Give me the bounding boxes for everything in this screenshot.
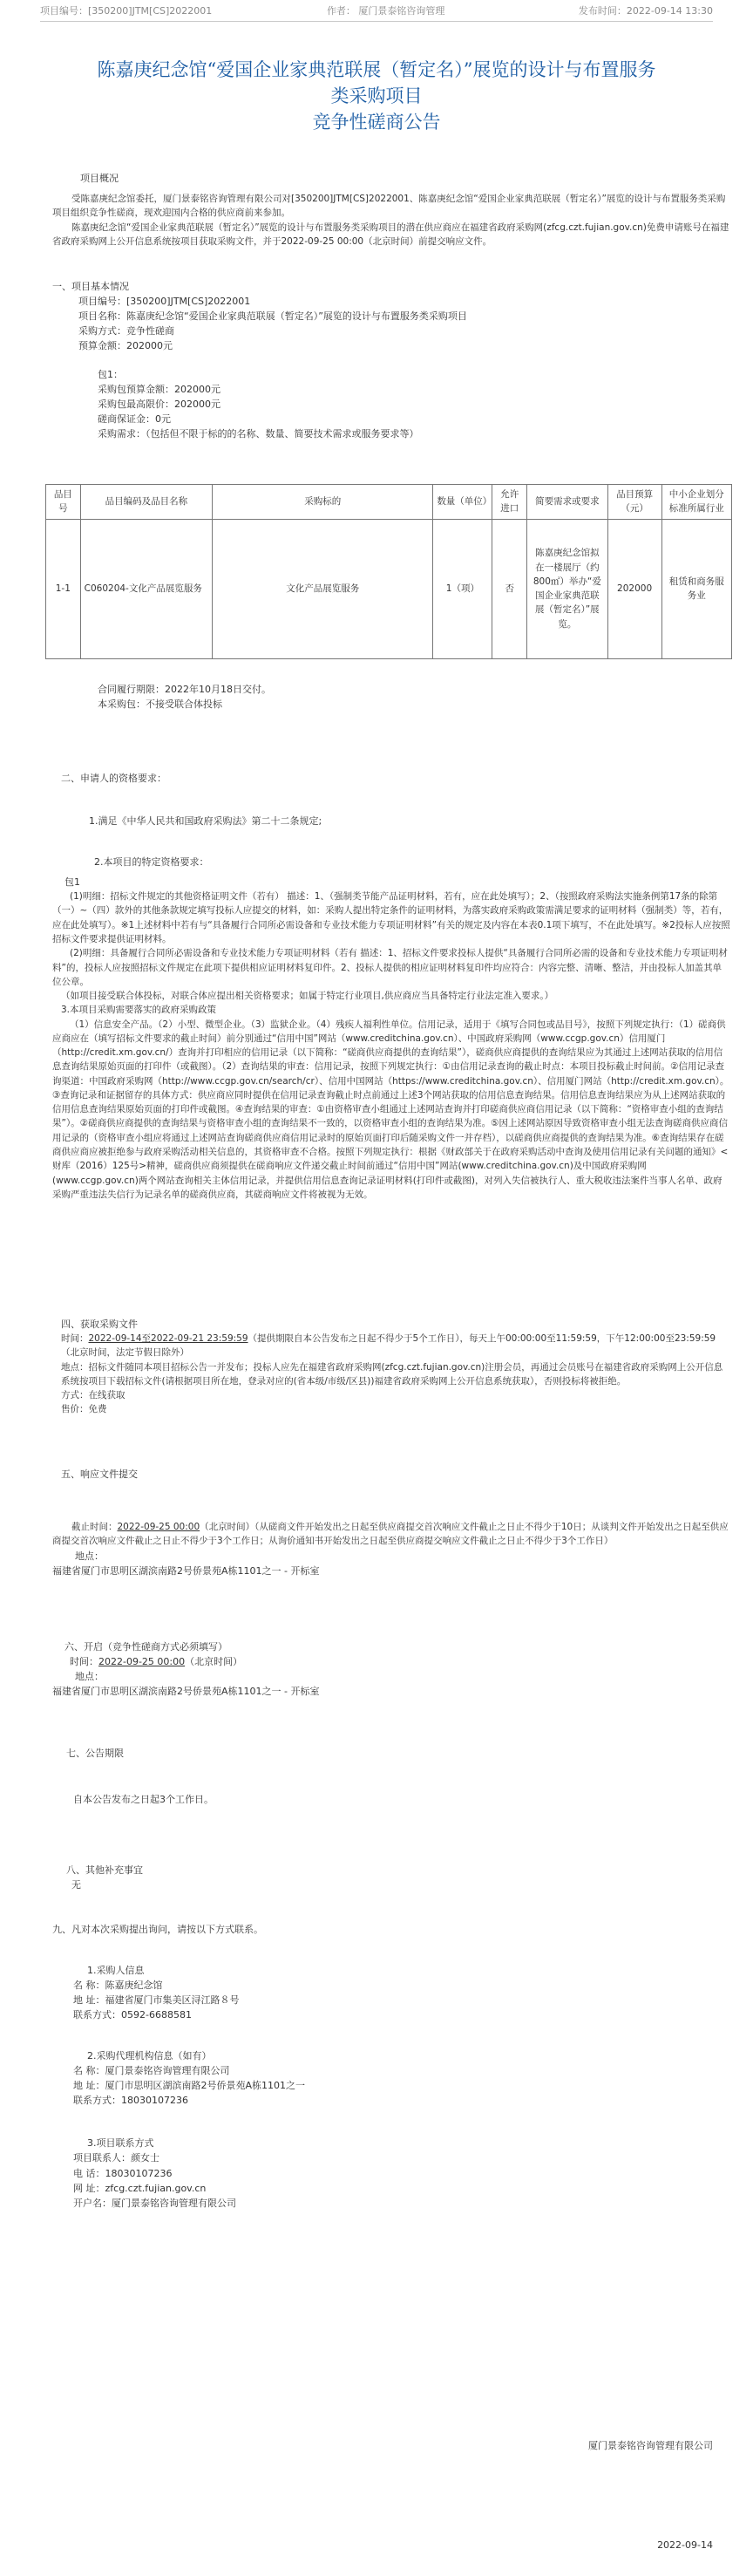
project-number-meta: 项目编号：[350200]JTM[CS]2022001: [40, 5, 213, 17]
section-9-heading: 九、凡对本次采购提出询问，请按以下方式联系。: [52, 1924, 263, 1935]
other-matters: 无: [71, 1879, 81, 1891]
policy-body: （1）信息安全产品。（2）小型、微型企业。（3）监狱企业。（4）残疾人福利性单位。信用记录，适用于《填写合同包或品目号》，按照下列规定执行：（1）磋商供应商应在（填写招标文件要求的截止时间）前分别通过“信用中国”网站（www.creditchina.gov.cn）、中国政府采购网（www.ccgp.gov.cn）信用厦门（http://credit.xm.gov.cn/）查询并打印相应的信用记录（以下简称：“磋商供应商提供的查询结果”），磋商供应商提供的查询结果应为其通过上述网站获取的信用信息查询结果原始页面的打印件（或截图）。（2）查询结果的审查：信用记录，按照下列规定执行：①由信用记录查询的截止时点：本项目投标截止时间前。②信用记录查询渠道：中国政府采购网（http://www.ccgp.gov.cn/search/cr）、信用中国网站（https://www.creditchina.gov.cn）、信用厦门网站（http://credit.xm.gov.cn）。③查询记录和证据留存的具体方式：供应商应同时提供在信用记录查询截止时点前通过上述3个网站获取的信用信息查询结果。信用信息查询结果应为从上述网站获取的信用信息查询结果原始页面的打印件或截图。④查询结果的审查：①由资格审查小组通过上述网站查询并打印磋商供应商信用记录（以下简称：“资格审查小组的查询结果”）。②磋商供应商提供的查询结果与资格审查小组的查询结果不一致的，以资格审查小组的查询结果为准。⑤因上述网站原因导致资格审查小组无法查询磋商供应商信用记录的（资格审查小组应将通过上述网站查询磋商供应商信用记录时的原始页面打印后随采购文件一并存档），以磋商供应商提供的查询结果为准。⑥查询结果存在磋商供应商应被拒绝参与政府采购活动相关信息的，其资格审查不合格。按照下列规定执行：根据《财政部关于在政府采购活动中查询及使用信用记录有关问题的通知》<财库（2016）125号>精神，磋商供应商须提供在磋商响应文件递交截止时间前通过“信用中国”网站(www.creditchina.gov.cn)及中国政府采购网(www.ccgp.gov.cn)两个网站查询相关主体信用记录，并提供信用信息查询记录证明材料(打印件或截图)，对列入失信被执行人、重大税收违法案件当事人名单、政府采购严重违法失信行为记录名单的磋商供应商，其磋商响应文件将被视为无效。: [52, 1019, 729, 1200]
notice-period: 自本公告发布之日起3个工作日。: [73, 1794, 214, 1806]
overview-para-2: 陈嘉庚纪念馆“爱国企业家典范联展（暂定名）”展览的设计与布置服务类采购项目的潜在供应商应在福建省政府采购网(zfcg.czt.fujian.gov.cn)免费申请账号在福建省政府采购网上公开信息系统按项目获取采购文件，并于2022-09-25 00:00（北京时间）前提交响应文件。: [52, 221, 729, 247]
overview-para-1: 受陈嘉庚纪念馆委托，厦门景泰铭咨询管理有限公司对[350200]JTM[CS]2022001、陈嘉庚纪念馆“爱国企业家典范联展（暂定名）”展览的设计与布置服务类采购项目组织竞争性磋商，现欢迎国内合格的供应商前来参加。: [52, 194, 726, 219]
section-7-heading: 七、公告期限: [66, 1748, 124, 1759]
th-target: 采购标的: [213, 485, 433, 520]
procurement-table: [45, 484, 732, 659]
section-2-heading: 二、申请人的资格要求：: [61, 773, 166, 784]
deposit: 磋商保证金：0元: [98, 413, 171, 426]
open-time-detail: （北京时间）: [185, 1656, 243, 1668]
section-5-heading: 五、响应文件提交: [61, 1469, 138, 1480]
obtain-method: 方式：在线获取: [61, 1390, 126, 1401]
obtain-time-label: 时间：: [61, 1333, 89, 1345]
project-contact-heading: 3.项目联系方式: [87, 2137, 154, 2150]
purchaser-phone: 联系方式：0592-6688581: [73, 2009, 192, 2021]
open-place-label: 地点：: [75, 1671, 104, 1683]
budget-amount: 预算金额：202000元: [78, 340, 173, 352]
open-time-label: 时间：: [70, 1656, 98, 1668]
author-meta: 作者： 厦门景泰铭咨询管理: [326, 5, 445, 17]
obtain-place: 地点：招标文件随同本项目招标公告一并发布；投标人应先在福建省政府采购网(zfcg.czt.fujian.gov.cn)注册会员，再通过会员账号在福建省政府采购网上公开信息系统按项目下载招标文件(请根据项目所在地，登录对应的(省本级/市级/区县))福建省政府采购网上公开信息系统获取），否则投标将被拒绝。: [61, 1361, 723, 1387]
deadline-link: 2022-09-25 00:00: [117, 1522, 200, 1533]
qualification-req-1: 1.满足《中华人民共和国政府采购法》第二十二条规定;: [89, 815, 322, 828]
overview-section: [52, 171, 730, 249]
package-ceiling: 采购包最高限价：202000元: [98, 399, 220, 411]
meta-bar: [40, 2, 713, 22]
project-contact-person: 项目联系人：颜女士: [73, 2152, 159, 2164]
cell-brief-req: 陈嘉庚纪念馆拟在一楼展厅（约800㎡）举办“爱国企业家典范联展（暂定名）”展览。: [527, 519, 608, 658]
cell-budget: 202000: [607, 519, 661, 658]
obtain-time-link: 2022-09-14至2022-09-21 23:59:59: [88, 1333, 248, 1345]
open-place: 福建省厦门市思明区湖滨南路2号侨景苑A栋1101之一 - 开标室: [52, 1686, 320, 1698]
section-6: [52, 1639, 730, 1699]
table-header-row: [46, 485, 732, 520]
cell-item-code: C060204-文化产品展览服务: [80, 519, 213, 658]
project-contact-website: 网 址：zfcg.czt.fujian.gov.cn: [73, 2182, 207, 2194]
section-7: [52, 1746, 730, 1807]
section-8: [52, 1863, 730, 1892]
purchaser-heading: 1.采购人信息: [87, 1965, 145, 1977]
th-quantity: 数量（单位）: [433, 485, 492, 520]
project-account-name: 开户名：厦门景泰铭咨询管理有限公司: [73, 2197, 236, 2209]
th-import: 允许进口: [492, 485, 527, 520]
th-item-code: 品目编码及品目名称: [80, 485, 213, 520]
project-name: 项目名称：陈嘉庚纪念馆“爱国企业家典范联展（暂定名）”展览的设计与布置服务类采购项目: [78, 310, 467, 323]
obtain-time-detail: （提供期限自本公告发布之日起不得少于5个工作日），每天上午00:00:00至11:59:59，下午12:00:00至23:59:59（北京时间，法定节假日除外）: [61, 1333, 716, 1359]
open-time-link: 2022-09-25 00:00: [98, 1656, 186, 1668]
cell-quantity: 1（项）: [433, 519, 492, 658]
project-no: 项目编号：[350200]JTM[CS]2022001: [78, 296, 251, 308]
title-line-3: 竞争性磋商公告: [312, 111, 441, 133]
agency-name: 名 称：厦门景泰铭咨询管理有限公司: [73, 2065, 230, 2077]
th-budget: 品目预算（元）: [607, 485, 661, 520]
specific-req-2: (2)明细：具备履行合同所必需设备和专业技术能力专项证明材料（若有 描述：1、招标文件要求投标人提供“具备履行合同所必需的设备和专业技术能力专项证明材料”的，投标人应按照招标文件规定在此项下提供相应证明材料复印件。2、投标人提供的相应证明材料复印件均应符合：内容完整、清晰、整洁，并由投标人加盖其单位公章。: [52, 948, 728, 987]
section-1-heading: 一、项目基本情况: [52, 281, 129, 292]
obtain-price: 售价：免费: [61, 1404, 107, 1415]
submit-place-label: 地点：: [75, 1550, 104, 1562]
cell-import: 否: [492, 519, 527, 658]
title-line-2: 类采购项目: [330, 85, 423, 106]
section-2: [52, 771, 730, 1202]
consortium-requirement-note: （如项目接受联合体投标，对联合体应提出相关资格要求；如属于特定行业项目,供应商应当具备特定行业法定准入要求。）: [61, 991, 554, 1002]
package-budget: 采购包预算金额：202000元: [98, 384, 220, 396]
package-label: 包1：: [98, 369, 123, 381]
th-item-no: 品目号: [46, 485, 81, 520]
section-1: [52, 279, 730, 441]
cell-industry: 租赁和商务服务业: [661, 519, 731, 658]
section-6-heading: 六、开启（竞争性磋商方式必须填写）: [64, 1641, 227, 1653]
agency-address: 地 址：厦门市思明区湖滨南路2号侨景苑A栋1101之一: [73, 2080, 306, 2092]
agency-heading: 2.采购代理机构信息（如有）: [87, 2050, 212, 2062]
section-5: [52, 1467, 730, 1578]
policy-heading: 3.本项目采购需要落实的政府采购政策: [61, 1005, 217, 1016]
procurement-method: 采购方式：竞争性磋商: [78, 325, 174, 337]
page-title: [52, 58, 701, 135]
submit-place: 福建省厦门市思明区湖滨南路2号侨景苑A栋1101之一 - 开标室: [52, 1564, 320, 1577]
agency-phone: 联系方式：18030107236: [73, 2095, 188, 2107]
qualification-req-2: 2.本项目的特定资格要求：: [94, 856, 209, 869]
section-9: [52, 1922, 730, 2211]
purchaser-address: 地 址：福建省厦门市集美区浔江路８号: [73, 1994, 240, 2007]
th-industry: 中小企业划分标准所属行业: [661, 485, 731, 520]
project-contact-phone: 电 话：18030107236: [73, 2167, 173, 2179]
publish-time-meta: 发布时间：2022-09-14 13:30: [578, 5, 713, 17]
overview-heading: 项目概况: [80, 173, 119, 184]
package-1-label: 包1: [64, 876, 80, 889]
deadline-detail: （北京时间）（从磋商文件开始发出之日起至供应商提交首次响应文件截止之日止不得少于10日；从谈判文件开始发出之日起至供应商提交首次响应文件截止之日止不得少于3个工作日；从询价通知书开始发出之日起至供应商提交响应文件截止之日止不得少于3个工作日）: [52, 1522, 729, 1547]
section-4-heading: 四、获取采购文件: [61, 1319, 138, 1330]
section-8-heading: 八、其他补充事宜: [66, 1864, 143, 1876]
footer-date: 2022-09-14: [657, 2539, 713, 2551]
purchaser-name: 名 称：陈嘉庚纪念馆: [73, 1980, 163, 1992]
cell-item-no: 1-1: [46, 519, 81, 658]
consortium-note: 本采购包：不接受联合体投标: [98, 699, 222, 711]
deadline-label: 截止时间：: [71, 1522, 118, 1533]
cell-target: 文化产品展览服务: [213, 519, 433, 658]
th-brief-req: 简要需求或要求: [527, 485, 608, 520]
title-line-1: 陈嘉庚纪念馆“爱国企业家典范联展（暂定名）”展览的设计与布置服务: [97, 59, 656, 80]
table-row: [46, 519, 732, 658]
contract-period: 合同履行期限：2022年10月18日交付。: [98, 684, 271, 695]
requirement-note: 采购需求：（包括但不限于标的的名称、数量、简要技术需求或服务要求等）: [98, 428, 419, 440]
footer-organization: 厦门景泰铭咨询管理有限公司: [588, 2440, 713, 2451]
section-4: [52, 1317, 730, 1417]
specific-req-1: (1)明细：招标文件规定的其他资格证明文件（若有） 描述：1、（强制类节能产品证明材料，若有，应在此处填写）；2、（按照政府采购法实施条例第17条的除第（一）~（四）款外的其他条款规定填写投标人应提交的材料，如：采购人提出特定条件的证明材料，为落实政府采购政策需满足要求的证明材料（强制类）等，若有，应在此处填写）。※1上述材料中若有与“具备履行合同所必需设备和专业技术能力专项证明材料”有关的规定及内容在本表0.1项下填写，不在此处填写。※2投标人应按照招标文件要求提供证明材料。: [52, 891, 730, 944]
contract-info: [52, 682, 730, 712]
